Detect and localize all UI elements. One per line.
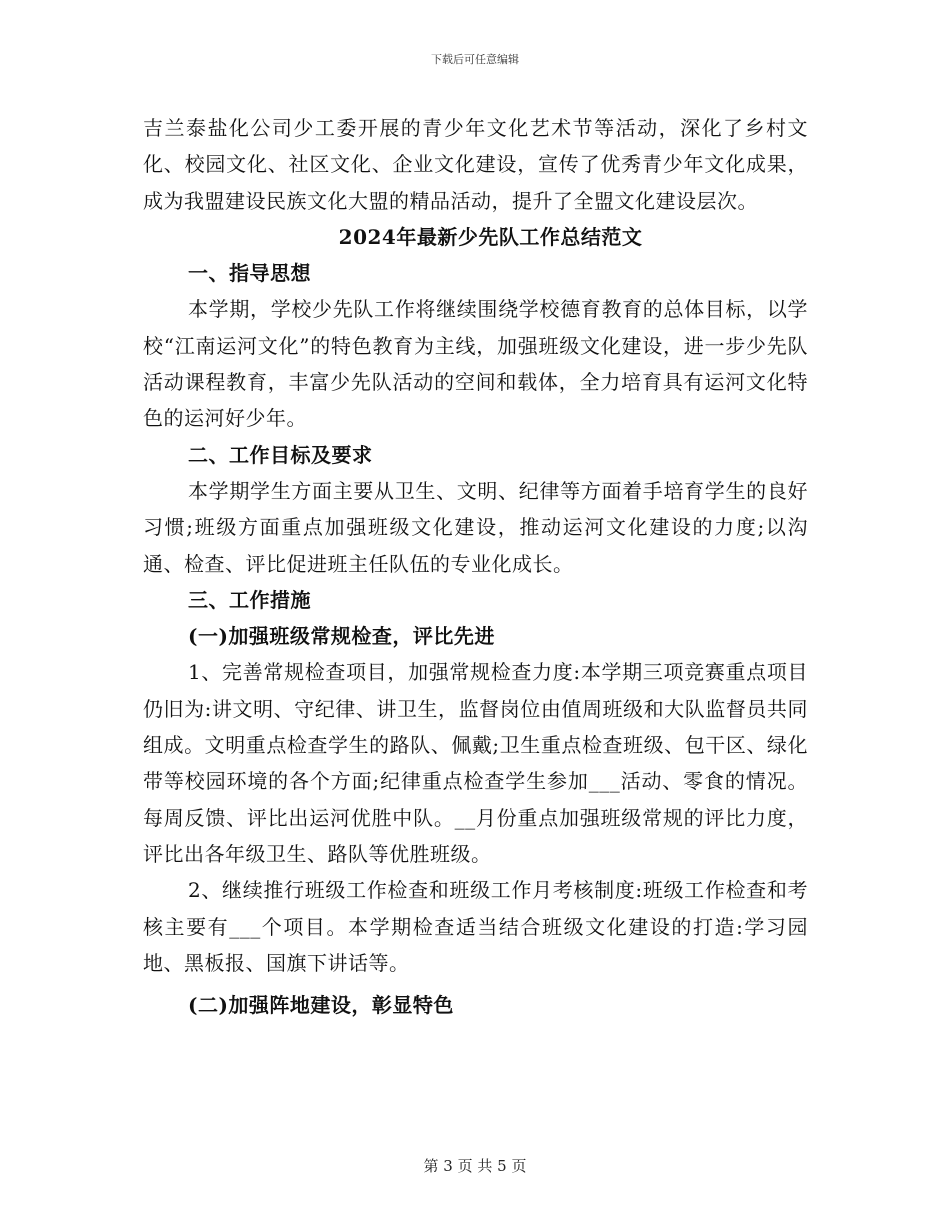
document-body <box>143 110 808 1023</box>
document-title: 2024年最新少先队工作总结范文 <box>338 224 643 249</box>
section-heading-work-goals: 二、工作目标及要求 <box>188 442 373 467</box>
subsection-heading-position-building: (二)加强阵地建设，彰显特色 <box>188 993 454 1018</box>
section-paragraph-work-goals: 本学期学生方面主要从卫生、文明、纪律等方面着手培育学生的良好习惯;班级方面重点加强班级文化建设，推动运河文化建设的力度;以沟通、检查、评比促进班主任队伍的专业化成长。 <box>143 478 808 576</box>
item-paragraph-2: 2、继续推行班级工作检查和班级工作月考核制度:班级工作检查和考核主要有___个项目。本学期检查适当结合班级文化建设的打造:学习园地、黑板报、国旗下讲话等。 <box>143 878 808 975</box>
section-heading-work-measures: 三、工作措施 <box>188 587 311 612</box>
page-header-note: 下载后可任意编辑 <box>431 53 519 66</box>
subsection-heading-class-inspection: (一)加强班级常规检查，评比先进 <box>188 624 495 649</box>
page-number: 第 3 页 共 5 页 <box>423 1157 527 1175</box>
intro-paragraph: 吉兰泰盐化公司少工委开展的青少年文化艺术节等活动，深化了乡村文化、校园文化、社区文化、企业文化建设，宣传了优秀青少年文化成果，成为我盟建设民族文化大盟的精品活动，提升了全盟文化建设层次。 <box>143 116 808 213</box>
item-paragraph-1: 1、完善常规检查项目，加强常规检查力度:本学期三项竞赛重点项目仍旧为:讲文明、守纪律、讲卫生，监督岗位由值周班级和大队监督员共同组成。文明重点检查学生的路队、佩戴;卫生重点检查班级、包干区、绿化带等校园环境的各个方面;纪律重点检查学生参加___活动、零食的情况。每周反馈、评比出运河优胜中队。__月份重点加强班级常规的评比力度，评比出各年级卫生、路队等优胜班级。 <box>143 660 808 866</box>
section-heading-guiding-ideology: 一、指导思想 <box>188 261 311 286</box>
section-paragraph-guiding-ideology: 本学期，学校少先队工作将继续围绕学校德育教育的总体目标，以学校“江南运河文化”的特色教育为主线，加强班级文化建设，进一步少先队活动课程教育，丰富少先队活动的空间和载体，全力培育具有运河文化特色的运河好少年。 <box>143 297 808 431</box>
